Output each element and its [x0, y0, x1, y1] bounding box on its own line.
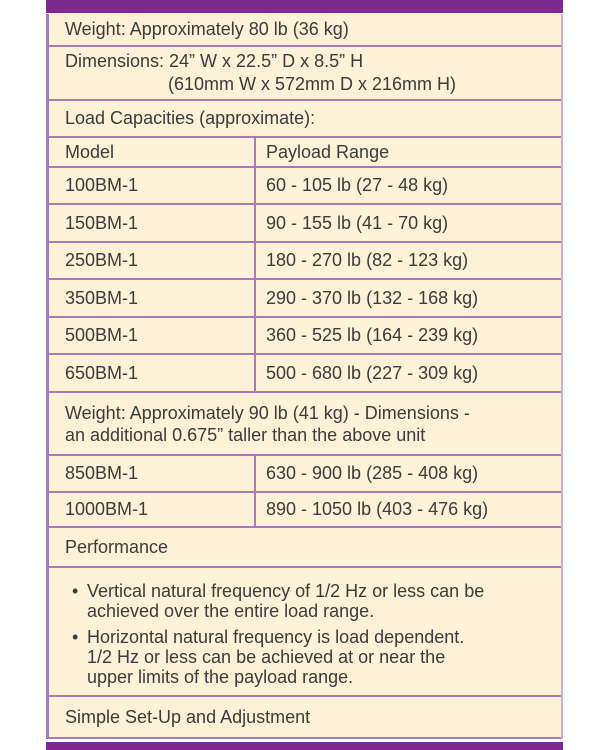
payload-cell: [256, 280, 561, 316]
model-value: 500BM-1: [65, 325, 139, 345]
dimensions-spec-row: [49, 47, 561, 101]
tall-unit-note-line-1: Weight: Approximately 90 lb (41 kg) - Dimensions -: [65, 402, 470, 423]
model-value: 350BM-1: [65, 287, 139, 308]
model-cell: [49, 243, 256, 278]
payload-value: 500 - 680 lb (227 - 309 kg): [266, 362, 479, 383]
top-accent-bar: [46, 0, 563, 13]
performance-heading-row: [49, 528, 561, 568]
model-row: [49, 243, 561, 280]
bullet-line: achieved over the entire load range.: [87, 601, 375, 621]
model-row: [49, 456, 561, 493]
tall-unit-note-row: [49, 393, 561, 456]
payload-cell: [256, 243, 561, 278]
payload-value: 90 - 155 lb (41 - 70 kg): [266, 212, 449, 233]
model-row: [49, 168, 561, 205]
payload-header-label: Payload Range: [266, 141, 390, 162]
bullet-line: 1/2 Hz or less can be achieved at or near the: [87, 647, 446, 667]
weight-spec-row: [49, 14, 561, 47]
weight-spec-text: Weight: Approximately 80 lb (36 kg): [65, 19, 349, 39]
performance-bullets-row: [49, 568, 561, 697]
tall-unit-note-line-2: an additional 0.675” taller than the above unit: [65, 424, 426, 445]
model-value: 250BM-1: [65, 250, 139, 270]
payload-value: 290 - 370 lb (132 - 168 kg): [266, 287, 479, 308]
model-cell: [49, 493, 256, 526]
load-capacities-heading: Load Capacities (approximate):: [65, 108, 316, 128]
bullet-line: Horizontal natural frequency is load dependent.: [87, 627, 465, 647]
payload-cell: [256, 168, 561, 203]
model-cell: [49, 168, 256, 203]
model-row: [49, 493, 561, 528]
bullet-icon: •: [72, 581, 79, 601]
model-row: [49, 280, 561, 318]
model-value: 150BM-1: [65, 212, 139, 233]
column-header-row: [49, 138, 561, 168]
model-row: [49, 318, 561, 355]
model-row: [49, 355, 561, 393]
dimensions-line-1: Dimensions: 24” W x 22.5” D x 8.5” H: [65, 51, 364, 71]
bullet-line: upper limits of the payload range.: [87, 667, 354, 687]
table-body: [46, 14, 563, 739]
payload-cell: [256, 318, 561, 353]
payload-value: 360 - 525 lb (164 - 239 kg): [266, 325, 479, 345]
payload-cell: [256, 493, 561, 526]
performance-heading: Performance: [65, 536, 169, 557]
model-value: 650BM-1: [65, 362, 139, 383]
payload-cell: [256, 355, 561, 391]
model-cell: [49, 456, 256, 491]
payload-cell: [256, 205, 561, 241]
load-capacities-heading-row: [49, 101, 561, 138]
model-cell: [49, 205, 256, 241]
model-header-label: Model: [65, 141, 115, 162]
payload-cell: [256, 456, 561, 491]
model-cell: [49, 280, 256, 316]
model-value: 1000BM-1: [65, 499, 149, 519]
dimensions-line-2: (610mm W x 572mm D x 216mm H): [168, 74, 457, 94]
bullet-text: [87, 581, 553, 621]
model-cell: [49, 318, 256, 353]
model-cell: [49, 355, 256, 391]
payload-header-cell: [256, 138, 561, 166]
specifications-table: [46, 0, 563, 750]
bullet-icon: •: [72, 627, 79, 647]
simple-setup-row: [49, 697, 561, 739]
payload-value: 630 - 900 lb (285 - 408 kg): [266, 463, 479, 483]
payload-value: 180 - 270 lb (82 - 123 kg): [266, 250, 469, 270]
bottom-accent-bar: [46, 742, 563, 750]
bullet-item: [72, 581, 553, 621]
payload-value: 60 - 105 lb (27 - 48 kg): [266, 175, 449, 195]
bullet-text: [87, 627, 553, 687]
model-row: [49, 205, 561, 243]
bullet-item: [72, 627, 553, 687]
bullet-line: Vertical natural frequency of 1/2 Hz or less can be: [87, 581, 485, 601]
model-value: 100BM-1: [65, 175, 139, 195]
payload-value: 890 - 1050 lb (403 - 476 kg): [266, 499, 489, 519]
model-value: 850BM-1: [65, 463, 139, 483]
simple-setup-heading: Simple Set-Up and Adjustment: [65, 706, 311, 727]
model-header-cell: [49, 138, 256, 166]
